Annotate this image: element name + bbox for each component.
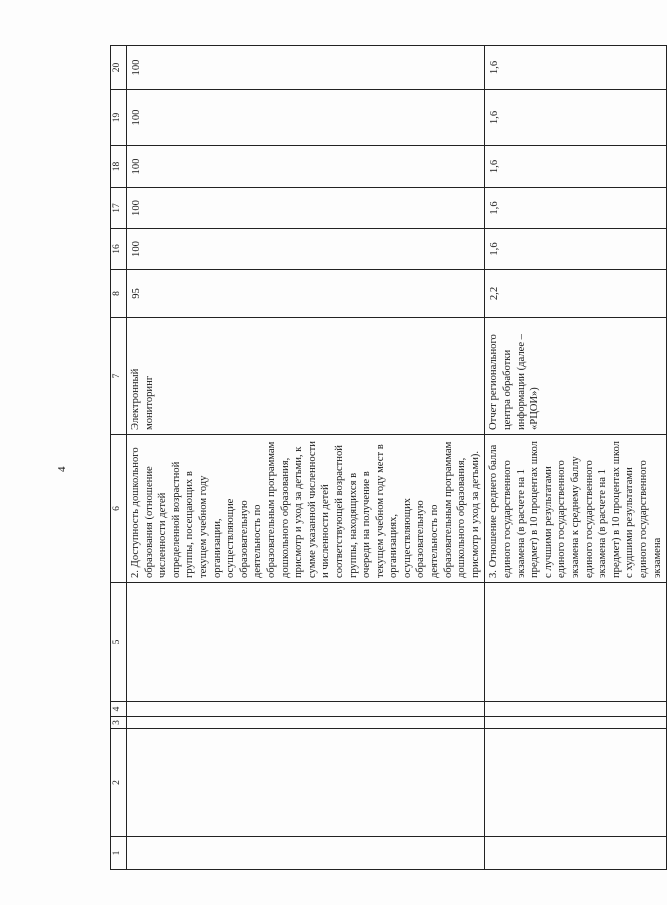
value-col-8: 2,2: [485, 270, 667, 318]
header-col-4: 4: [111, 702, 127, 717]
value-col-16: 100: [127, 229, 485, 270]
header-col-16: 16: [111, 229, 127, 270]
cell-col-2: [485, 729, 667, 837]
value-col-20: 100: [127, 46, 485, 90]
value-col-20: 1,6: [485, 46, 667, 90]
value-col-16: 1,6: [485, 229, 667, 270]
header-col-18: 18: [111, 146, 127, 188]
value-col-17: 1,6: [485, 188, 667, 229]
header-col-8: 8: [111, 270, 127, 318]
indicators-table: [110, 45, 667, 870]
header-col-6: 6: [111, 435, 127, 583]
header-col-1: 1: [111, 837, 127, 870]
value-col-17: 100: [127, 188, 485, 229]
source-cell: Электронный мониторинг: [127, 318, 485, 435]
header-col-2: 2: [111, 729, 127, 837]
header-col-7: 7: [111, 318, 127, 435]
table-row: [127, 46, 485, 870]
cell-col-3: [127, 717, 485, 729]
header-col-5: 5: [111, 583, 127, 702]
cell-col-1: [127, 837, 485, 870]
value-col-18: 100: [127, 146, 485, 188]
indicator-cell: 3. Отношение среднего балла единого государственного экзамена (в расчете на 1 предмет) в 10 процентах школ с лучшими результатами единого государственного экзамена к среднему баллу единого государственного экзамена (в расчете на 1 предмет) в 10 процентах школ с худшими результатами единого государственного экзамена: [485, 435, 667, 583]
header-row: [111, 46, 127, 870]
page-number: 4: [56, 466, 68, 472]
value-col-18: 1,6: [485, 146, 667, 188]
rotated-table-container: [110, 46, 663, 870]
indicator-cell: 2. Доступность дошкольного образования (отношение численности детей определенной возрастной группы, посещающих в текущем учебном году организации, осуществляющие образовательную деятельность по образовательным программам дошкольного образования, присмотр и уход за детьми, к сумме указанной численности и численности детей соответствующей возрастной группы, находящихся в очереди на получение в текущем учебном году мест в организациях, осуществляющих образовательную деятельность по образовательным программам дошкольного образования, присмотр и уход за детьми).: [127, 435, 485, 583]
header-col-3: 3: [111, 717, 127, 729]
cell-col-1: [485, 837, 667, 870]
header-col-19: 19: [111, 90, 127, 146]
table-row: [485, 46, 667, 870]
value-col-19: 1,6: [485, 90, 667, 146]
cell-col-5: [127, 583, 485, 702]
cell-col-4: [485, 702, 667, 717]
value-col-19: 100: [127, 90, 485, 146]
header-col-20: 20: [111, 46, 127, 90]
cell-col-4: [127, 702, 485, 717]
source-cell: Отчет регионального центра обработки информации (далее – «РЦОИ»): [485, 318, 667, 435]
value-col-8: 95: [127, 270, 485, 318]
cell-col-5: [485, 583, 667, 702]
cell-col-3: [485, 717, 667, 729]
header-col-17: 17: [111, 188, 127, 229]
cell-col-2: [127, 729, 485, 837]
